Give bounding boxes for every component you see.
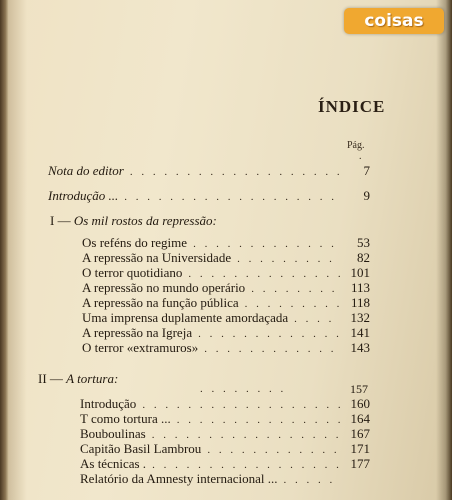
toc-entry (48, 163, 370, 179)
leader-dots (152, 459, 340, 471)
toc-entry-page: 82 (357, 250, 370, 265)
leader-dots (198, 328, 340, 340)
toc-entry-page: 141 (350, 325, 370, 340)
toc-entry-page: 177 (350, 456, 370, 471)
leader-dots (124, 191, 340, 203)
section-page: 157 (350, 382, 368, 396)
page-gutter-shadow (9, 0, 27, 500)
page-column-header: Pág. (347, 140, 365, 151)
leader-dots (193, 238, 340, 250)
toc-entry-page: 101 (350, 265, 370, 280)
toc-entry (80, 456, 370, 472)
toc-entry (80, 426, 370, 442)
toc-entry-label: Os reféns do regime (82, 235, 188, 250)
page-left-edge (0, 0, 9, 500)
toc-entry (82, 265, 370, 281)
leader-dots (251, 283, 340, 295)
toc-entry-page: 143 (350, 340, 370, 355)
leader-dots (245, 298, 340, 310)
toc-entry-page: 7 (363, 163, 370, 178)
toc-entry-page: 9 (363, 188, 370, 203)
toc-entry-page: 118 (350, 295, 370, 310)
toc-entry (82, 295, 370, 311)
toc-entry (82, 340, 370, 356)
toc-entry-label: Nota do editor (48, 163, 124, 178)
leader-dots (152, 429, 340, 441)
leader-dots (204, 343, 340, 355)
toc-entry (80, 471, 370, 487)
section-number: II — (38, 371, 63, 386)
leader-dots (294, 313, 340, 325)
leader-dots (142, 399, 340, 411)
toc-entry-page: 113 (350, 280, 370, 295)
watermark-logo (344, 8, 444, 34)
toc-entry-label: Uma imprensa duplamente amordaçada (82, 310, 289, 325)
toc-entry-page: 160 (350, 396, 370, 411)
toc-entry (82, 325, 370, 341)
toc-entry-label: Bouboulinas (80, 426, 146, 441)
leader-dots (283, 474, 340, 486)
toc-entry-page: 132 (350, 310, 370, 325)
leader-dots (130, 166, 340, 178)
toc-entry (80, 396, 370, 412)
section-title: Os mil rostos da repressão: (73, 213, 217, 228)
section-number: I — (50, 213, 71, 228)
page-right-edge (436, 0, 452, 500)
section-title: A tortura: (66, 371, 119, 386)
toc-entry (82, 250, 370, 266)
toc-entry-label: Capitão Basil Lambrou (80, 441, 202, 456)
toc-entry (80, 411, 370, 427)
toc-entry-label: O terror quotidiano (82, 265, 183, 280)
watermark-text: coisas (364, 11, 424, 31)
toc-entry-label: A repressão no mundo operário (82, 280, 246, 295)
toc-entry (80, 441, 370, 457)
toc-entry (82, 310, 370, 326)
leader-dots (237, 253, 340, 265)
toc-entry-label: T como tortura ... (80, 411, 171, 426)
toc-entry-page: 53 (357, 235, 370, 250)
section-heading (50, 213, 217, 229)
toc-entry-label: Introdução ... (48, 188, 119, 203)
toc-entry (48, 188, 370, 204)
leader-dots (177, 414, 340, 426)
page-title: ÍNDICE (318, 97, 386, 116)
toc-entry-label: Introdução (80, 396, 137, 411)
leader-dots (207, 444, 340, 456)
toc-entry-label: A repressão na Igreja (82, 325, 193, 340)
toc-entry-label: As técnicas . (80, 456, 147, 471)
toc-entry-page: 171 (350, 441, 370, 456)
section-heading (38, 371, 118, 387)
toc-entry (82, 235, 370, 251)
leader-dots (188, 268, 340, 280)
toc-entry-label: Relatório da Amnesty internacional ... (80, 471, 278, 486)
page-column-dot: . (359, 151, 362, 162)
toc-entry-page: 167 (350, 426, 370, 441)
toc-entry-page: 164 (350, 411, 370, 426)
toc-entry-label: A repressão na Universidade (82, 250, 232, 265)
toc-entry-label: O terror «extramuros» (82, 340, 199, 355)
toc-entry (82, 280, 370, 296)
toc-entry-label: A repressão na função pública (82, 295, 239, 310)
leader-dots: . . . . . . . . (200, 383, 287, 395)
